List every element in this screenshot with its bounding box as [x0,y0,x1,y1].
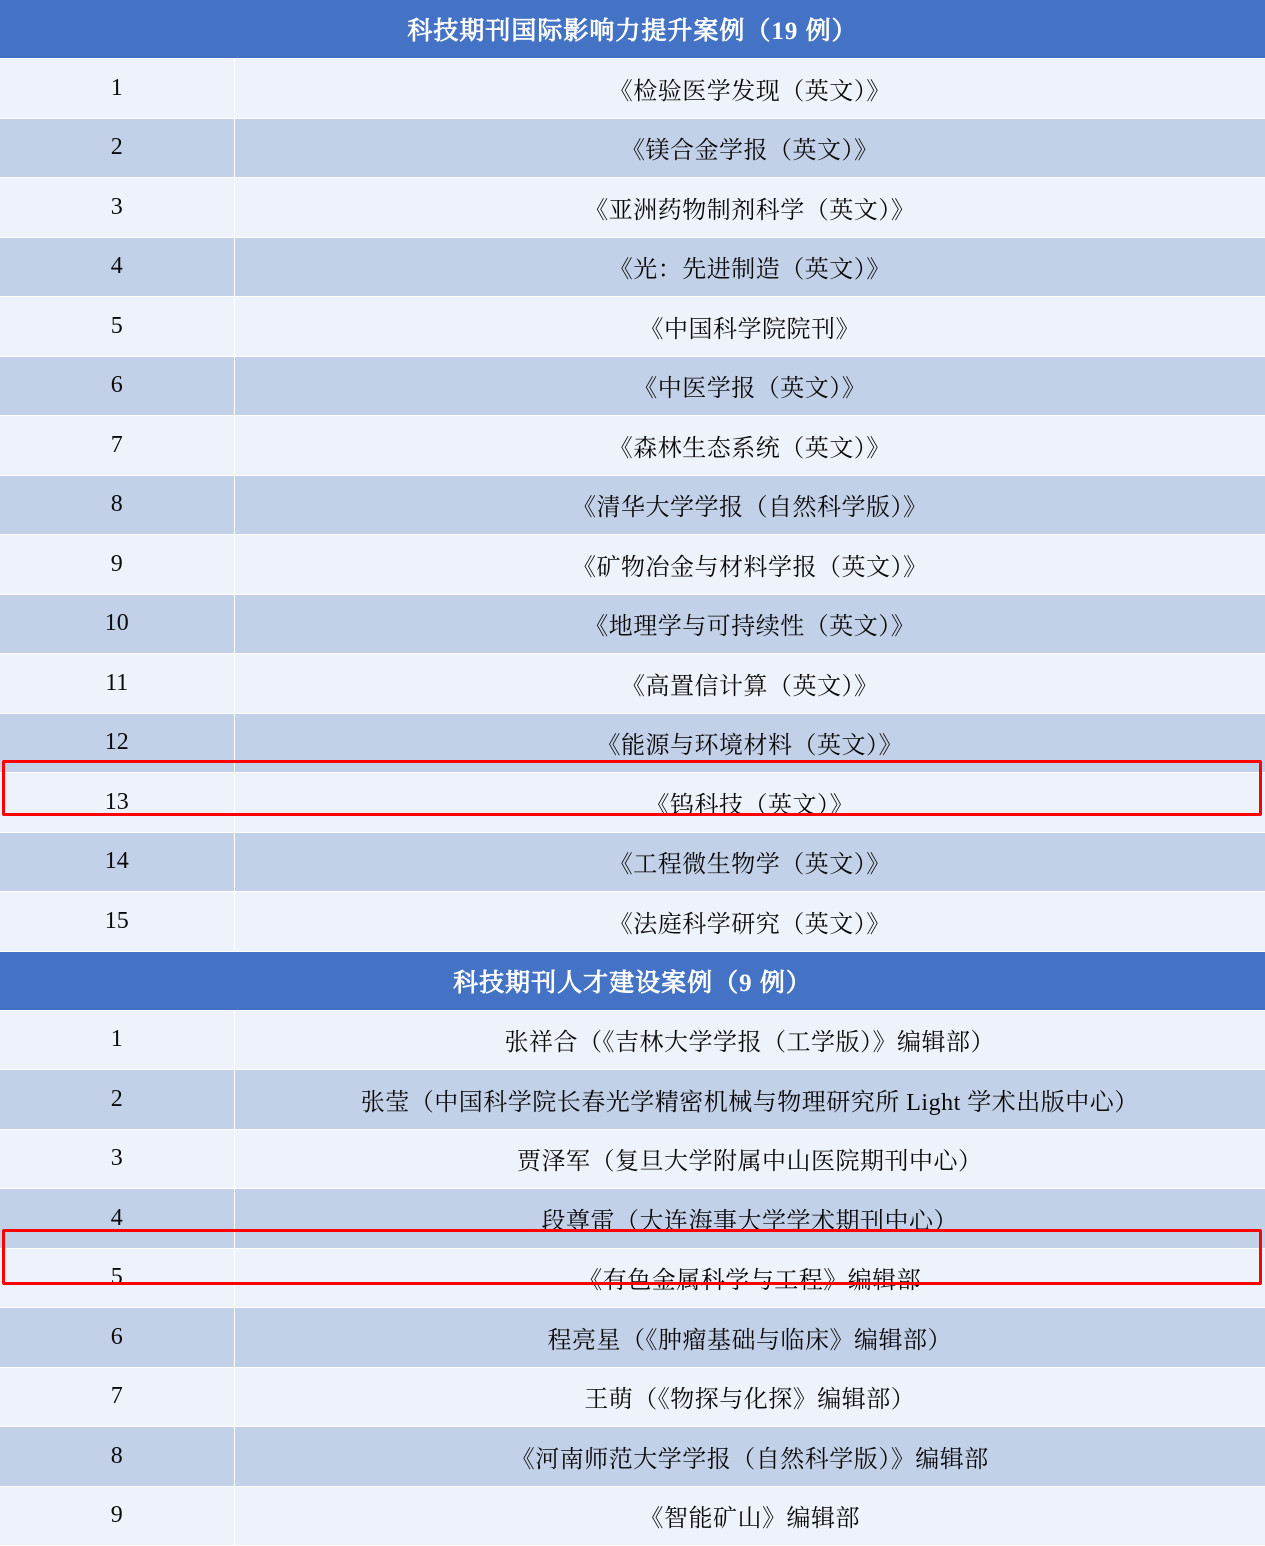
section-header-label: 科技期刊国际影响力提升案例（19 例） [0,0,1265,59]
table-row [0,1427,1265,1487]
row-title: 《清华大学学报（自然科学版）》 [234,475,1265,535]
row-title: 《智能矿山》编辑部 [234,1486,1265,1546]
row-index: 12 [0,713,234,773]
row-title: 《有色金属科学与工程》编辑部 [234,1248,1265,1308]
row-title: 《森林生态系统（英文）》 [234,416,1265,476]
table-row [0,713,1265,773]
row-index: 7 [0,416,234,476]
row-title: 《法庭科学研究（英文）》 [234,892,1265,952]
row-index: 11 [0,654,234,714]
row-index: 8 [0,1427,234,1487]
row-title: 贾泽军（复旦大学附属中山医院期刊中心） [234,1129,1265,1189]
row-title: 段尊雷（大连海事大学学术期刊中心） [234,1189,1265,1249]
row-index: 4 [0,237,234,297]
row-title: 《中医学报（英文）》 [234,356,1265,416]
table-row [0,356,1265,416]
table-row [0,535,1265,595]
row-index: 5 [0,1248,234,1308]
table-row [0,178,1265,238]
row-index: 1 [0,1010,234,1070]
row-index: 5 [0,297,234,357]
row-index: 2 [0,118,234,178]
row-title: 《检验医学发现（英文）》 [234,59,1265,119]
row-title: 《河南师范大学学报（自然科学版）》编辑部 [234,1427,1265,1487]
row-index: 8 [0,475,234,535]
table-row [0,1189,1265,1249]
row-title: 《矿物冶金与材料学报（英文）》 [234,535,1265,595]
section-header-label: 科技期刊人才建设案例（9 例） [0,951,1265,1010]
row-title: 《亚洲药物制剂科学（英文）》 [234,178,1265,238]
table-row [0,1308,1265,1368]
table-row [0,1367,1265,1427]
row-index: 6 [0,1308,234,1368]
row-index: 2 [0,1070,234,1130]
row-title: 《能源与环境材料（英文）》 [234,713,1265,773]
table-row [0,416,1265,476]
table-row [0,297,1265,357]
row-index: 3 [0,1129,234,1189]
row-title: 王萌（《物探与化探》编辑部） [234,1367,1265,1427]
row-index: 9 [0,535,234,595]
section-header-talent-development [0,951,1265,1010]
table-row [0,59,1265,119]
row-title: 程亮星（《肿瘤基础与临床》编辑部） [234,1308,1265,1368]
table-row [0,832,1265,892]
row-index: 1 [0,59,234,119]
row-title: 《中国科学院院刊》 [234,297,1265,357]
row-title: 《高置信计算（英文）》 [234,654,1265,714]
row-title: 《工程微生物学（英文）》 [234,832,1265,892]
table-row [0,1486,1265,1546]
row-index: 6 [0,356,234,416]
row-title: 《光：先进制造（英文）》 [234,237,1265,297]
row-title: 张祥合（《吉林大学学报（工学版）》编辑部） [234,1010,1265,1070]
row-index: 7 [0,1367,234,1427]
row-title: 张莹（中国科学院长春光学精密机械与物理研究所 Light 学术出版中心） [234,1070,1265,1130]
table-row [0,1010,1265,1070]
row-index: 4 [0,1189,234,1249]
row-index: 10 [0,594,234,654]
table-row [0,1129,1265,1189]
row-title: 《地理学与可持续性（英文）》 [234,594,1265,654]
row-index: 15 [0,892,234,952]
table-row [0,594,1265,654]
row-title: 《镁合金学报（英文）》 [234,118,1265,178]
row-title: 《钨科技（英文）》 [234,773,1265,833]
row-index: 14 [0,832,234,892]
table-row [0,475,1265,535]
row-index: 13 [0,773,234,833]
row-index: 9 [0,1486,234,1546]
table-row [0,118,1265,178]
table-row [0,654,1265,714]
row-index: 3 [0,178,234,238]
table-row [0,1070,1265,1130]
table-row [0,237,1265,297]
table-row [0,892,1265,952]
table-row-highlighted [0,773,1265,833]
section-header-international-influence [0,0,1265,59]
table-row-highlighted [0,1248,1265,1308]
